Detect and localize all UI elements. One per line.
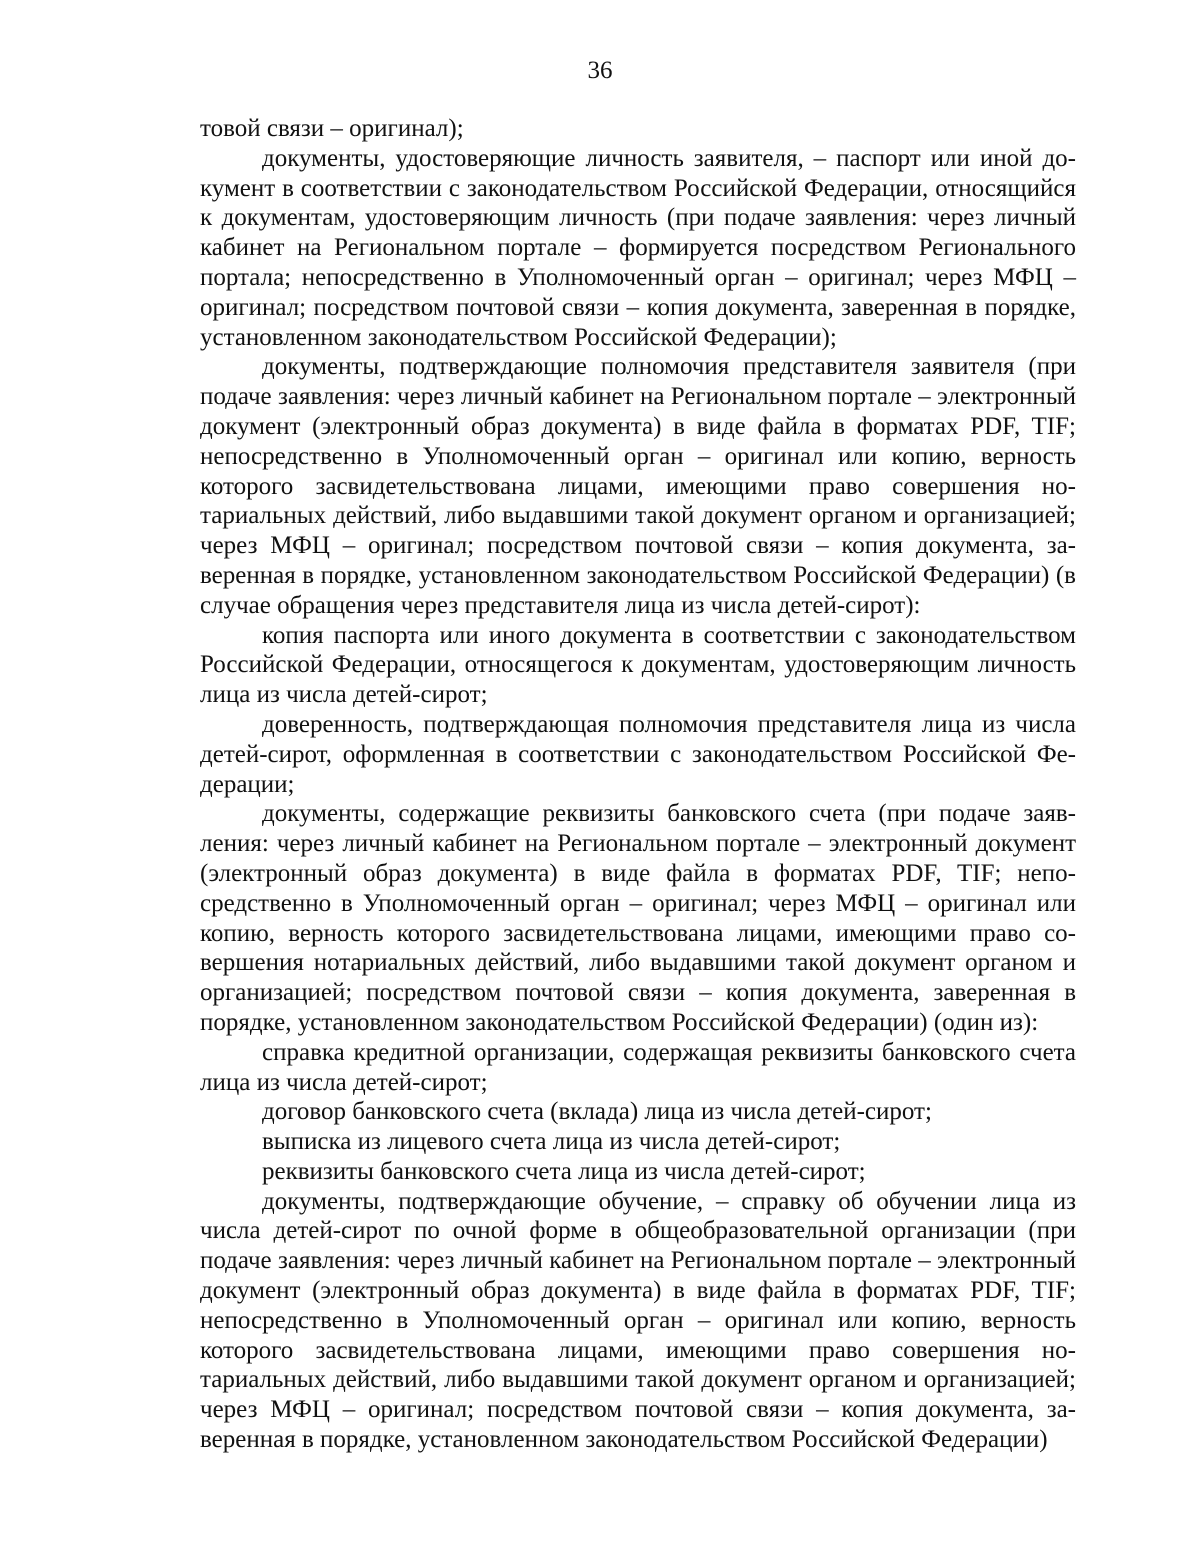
document-body [200,114,1076,1455]
paragraph: справка кредитной организации, содержащая реквизиты банковского счета лица из числа детей-сирот; [200,1038,1076,1096]
paragraph: документы, подтверждающие обучение, – справку об обучении лица из числа детей-сирот по очной форме в общеобразовательной организации (при подаче заявления: через личный кабинет на Региональном портале – электронный документ (электронный образ документа) в виде файла в форматах PDF, TIF; непосредственно в Уполномоченный орган – оригинал или копию, верность которого засвидетельствована лицами, имеющими право совершения нотариальных действий, либо выдавшими такой документ органом и организацией; через МФЦ – оригинал; посредством почтовой связи – копия документа, заверенная в порядке, установленном законодательством Российской Федерации) [200,1187,1076,1454]
paragraph: копия паспорта или иного документа в соответствии с законодательством Российской Федерации, относящегося к документам, удостоверяющим личность лица из числа детей-сирот; [200,621,1076,709]
paragraph: доверенность, подтверждающая полномочия представителя лица из числа детей-сирот, оформленная в соответствии с законодательством Российской Федерации; [200,710,1076,798]
paragraph: документы, подтверждающие полномочия представителя заявителя (при подаче заявления: через личный кабинет на Региональном портале – электронный документ (электронный образ документа) в виде файла в форматах PDF, TIF; непосредственно в Уполномоченный орган – оригинал или копию, верность которого засвидетельствована лицами, имеющими право совершения нотариальных действий, либо выдавшими такой документ органом и организацией; через МФЦ – оригинал; посредством почтовой связи – копия документа, заверенная в порядке, установленном законодательством Российской Федерации) (в случае обращения через представителя лица из числа детей-сирот): [200,353,1076,619]
paragraph: договор банковского счета (вклада) лица из числа детей-сирот; [262,1098,932,1126]
paragraph: документы, удостоверяющие личность заявителя, – паспорт или иной документ в соответствии с законодательством Российской Федерации, относящийся к документам, удостоверяющим личность (при подаче заявления: через личный кабинет на Региональном портале – формируется посредством Регионального портала; непосредственно в Уполномоченный орган – оригинал; через МФЦ – оригинал; посредством почтовой связи – копия документа, заверенная в порядке, установленном законодательством Российской Федерации); [200,144,1076,351]
paragraph: документы, содержащие реквизиты банковского счета (при подаче заявления: через личный кабинет на Региональном портале – электронный документ (электронный образ документа) в виде файла в форматах PDF, TIF; непосредственно в Уполномоченный орган – оригинал; через МФЦ – оригинал или копию, верность которого засвидетельствована лицами, имеющими право совершения нотариальных действий, либо выдавшими такой документ органом и организацией; посредством почтовой связи – копия документа, заверенная в порядке, установленном законодательством Российской Федерации) (один из): [200,800,1076,1036]
paragraph: реквизиты банковского счета лица из числа детей-сирот; [262,1157,866,1185]
paragraph: товой связи – оригинал); [200,115,464,142]
page-number: 36 [587,57,613,84]
paragraph: выписка из лицевого счета лица из числа детей-сирот; [262,1128,841,1156]
